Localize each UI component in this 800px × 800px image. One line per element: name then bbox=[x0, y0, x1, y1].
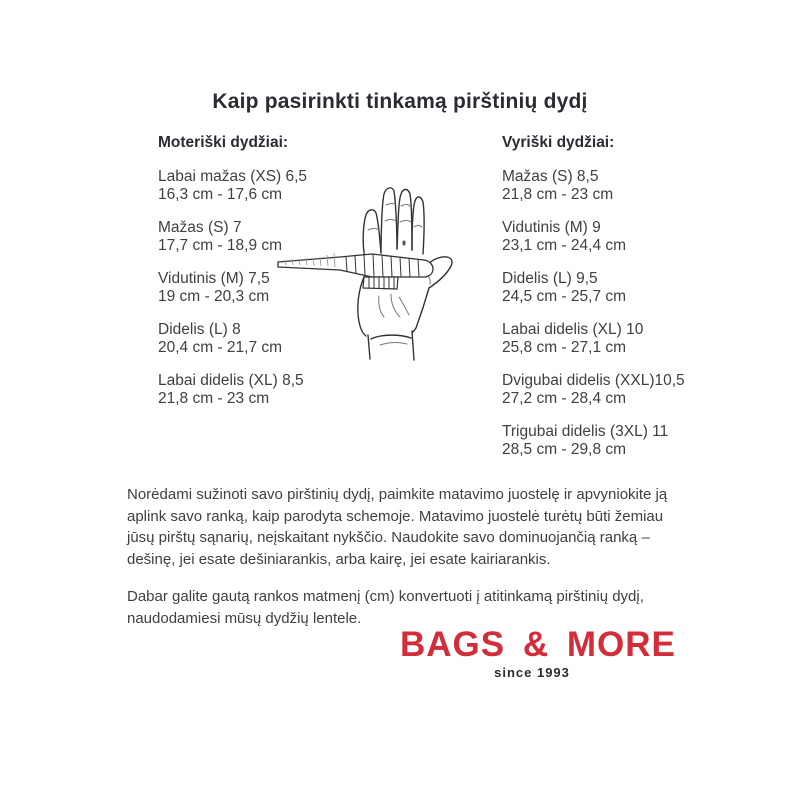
size-label: Mažas (S) 8,5 bbox=[502, 168, 599, 185]
size-item bbox=[502, 168, 727, 203]
size-range: 16,3 cm - 17,6 cm bbox=[158, 185, 283, 203]
size-item bbox=[502, 270, 727, 305]
size-item bbox=[502, 321, 727, 356]
size-range: 21,8 cm - 23 cm bbox=[502, 185, 614, 203]
size-label: Mažas (S) 7 bbox=[158, 219, 242, 236]
hand-with-tape-icon bbox=[270, 180, 465, 370]
men-sizes-column bbox=[502, 134, 727, 474]
size-item bbox=[158, 372, 383, 407]
size-label: Trigubai didelis (3XL) 11 bbox=[502, 423, 669, 440]
size-range: 23,1 cm - 24,4 cm bbox=[502, 236, 627, 254]
size-item bbox=[502, 423, 727, 458]
size-label: Dvigubai didelis (XXL)10,5 bbox=[502, 372, 685, 389]
size-item bbox=[502, 372, 727, 407]
instruction-paragraph-1: Norėdami sužinoti savo pirštinių dydį, paimkite matavimo juostelę ir apvyniokite ją aplink savo ranką, kaip parodyta schemoje. Matavimo juostelė turėtų būti žemiau jūsų pirštų sąnarių, neįskaitant nykščio. Naudokite savo dominuojančią ranką – dešinę, jei esate dešiniarankis, arba kairę, jei esate kairiarankis. bbox=[127, 486, 668, 568]
men-sizes-header: Vyriški dydžiai: bbox=[502, 134, 615, 151]
hand-measure-illustration bbox=[270, 180, 465, 370]
brand-logo bbox=[400, 625, 676, 680]
size-range: 20,4 cm - 21,7 cm bbox=[158, 338, 283, 356]
size-label: Didelis (L) 9,5 bbox=[502, 270, 598, 287]
size-label: Labai didelis (XL) 10 bbox=[502, 321, 644, 338]
size-range: 24,5 cm - 25,7 cm bbox=[502, 287, 627, 305]
brand-tagline: since 1993 bbox=[494, 665, 570, 680]
size-range: 17,7 cm - 18,9 cm bbox=[158, 236, 283, 254]
women-sizes-header: Moteriški dydžiai: bbox=[158, 134, 289, 151]
size-label: Labai didelis (XL) 8,5 bbox=[158, 372, 304, 389]
size-item bbox=[502, 219, 727, 254]
page-title: Kaip pasirinkti tinkamą pirštinių dydį bbox=[212, 90, 588, 113]
size-range: 25,8 cm - 27,1 cm bbox=[502, 338, 627, 356]
size-range: 21,8 cm - 23 cm bbox=[158, 389, 270, 407]
size-label: Vidutinis (M) 9 bbox=[502, 219, 601, 236]
size-label: Vidutinis (M) 7,5 bbox=[158, 270, 270, 287]
size-range: 19 cm - 20,3 cm bbox=[158, 287, 270, 305]
size-label: Didelis (L) 8 bbox=[158, 321, 241, 338]
size-range: 28,5 cm - 29,8 cm bbox=[502, 440, 627, 458]
brand-name: BAGS & MORE bbox=[400, 625, 676, 664]
size-range: 27,2 cm - 28,4 cm bbox=[502, 389, 627, 407]
instruction-paragraph-2: Dabar galite gautą rankos matmenį (cm) konvertuoti į atitinkamą pirštinių dydį, naudodamiesi mūsų dydžių lentele. bbox=[127, 588, 644, 627]
size-label: Labai mažas (XS) 6,5 bbox=[158, 168, 308, 185]
